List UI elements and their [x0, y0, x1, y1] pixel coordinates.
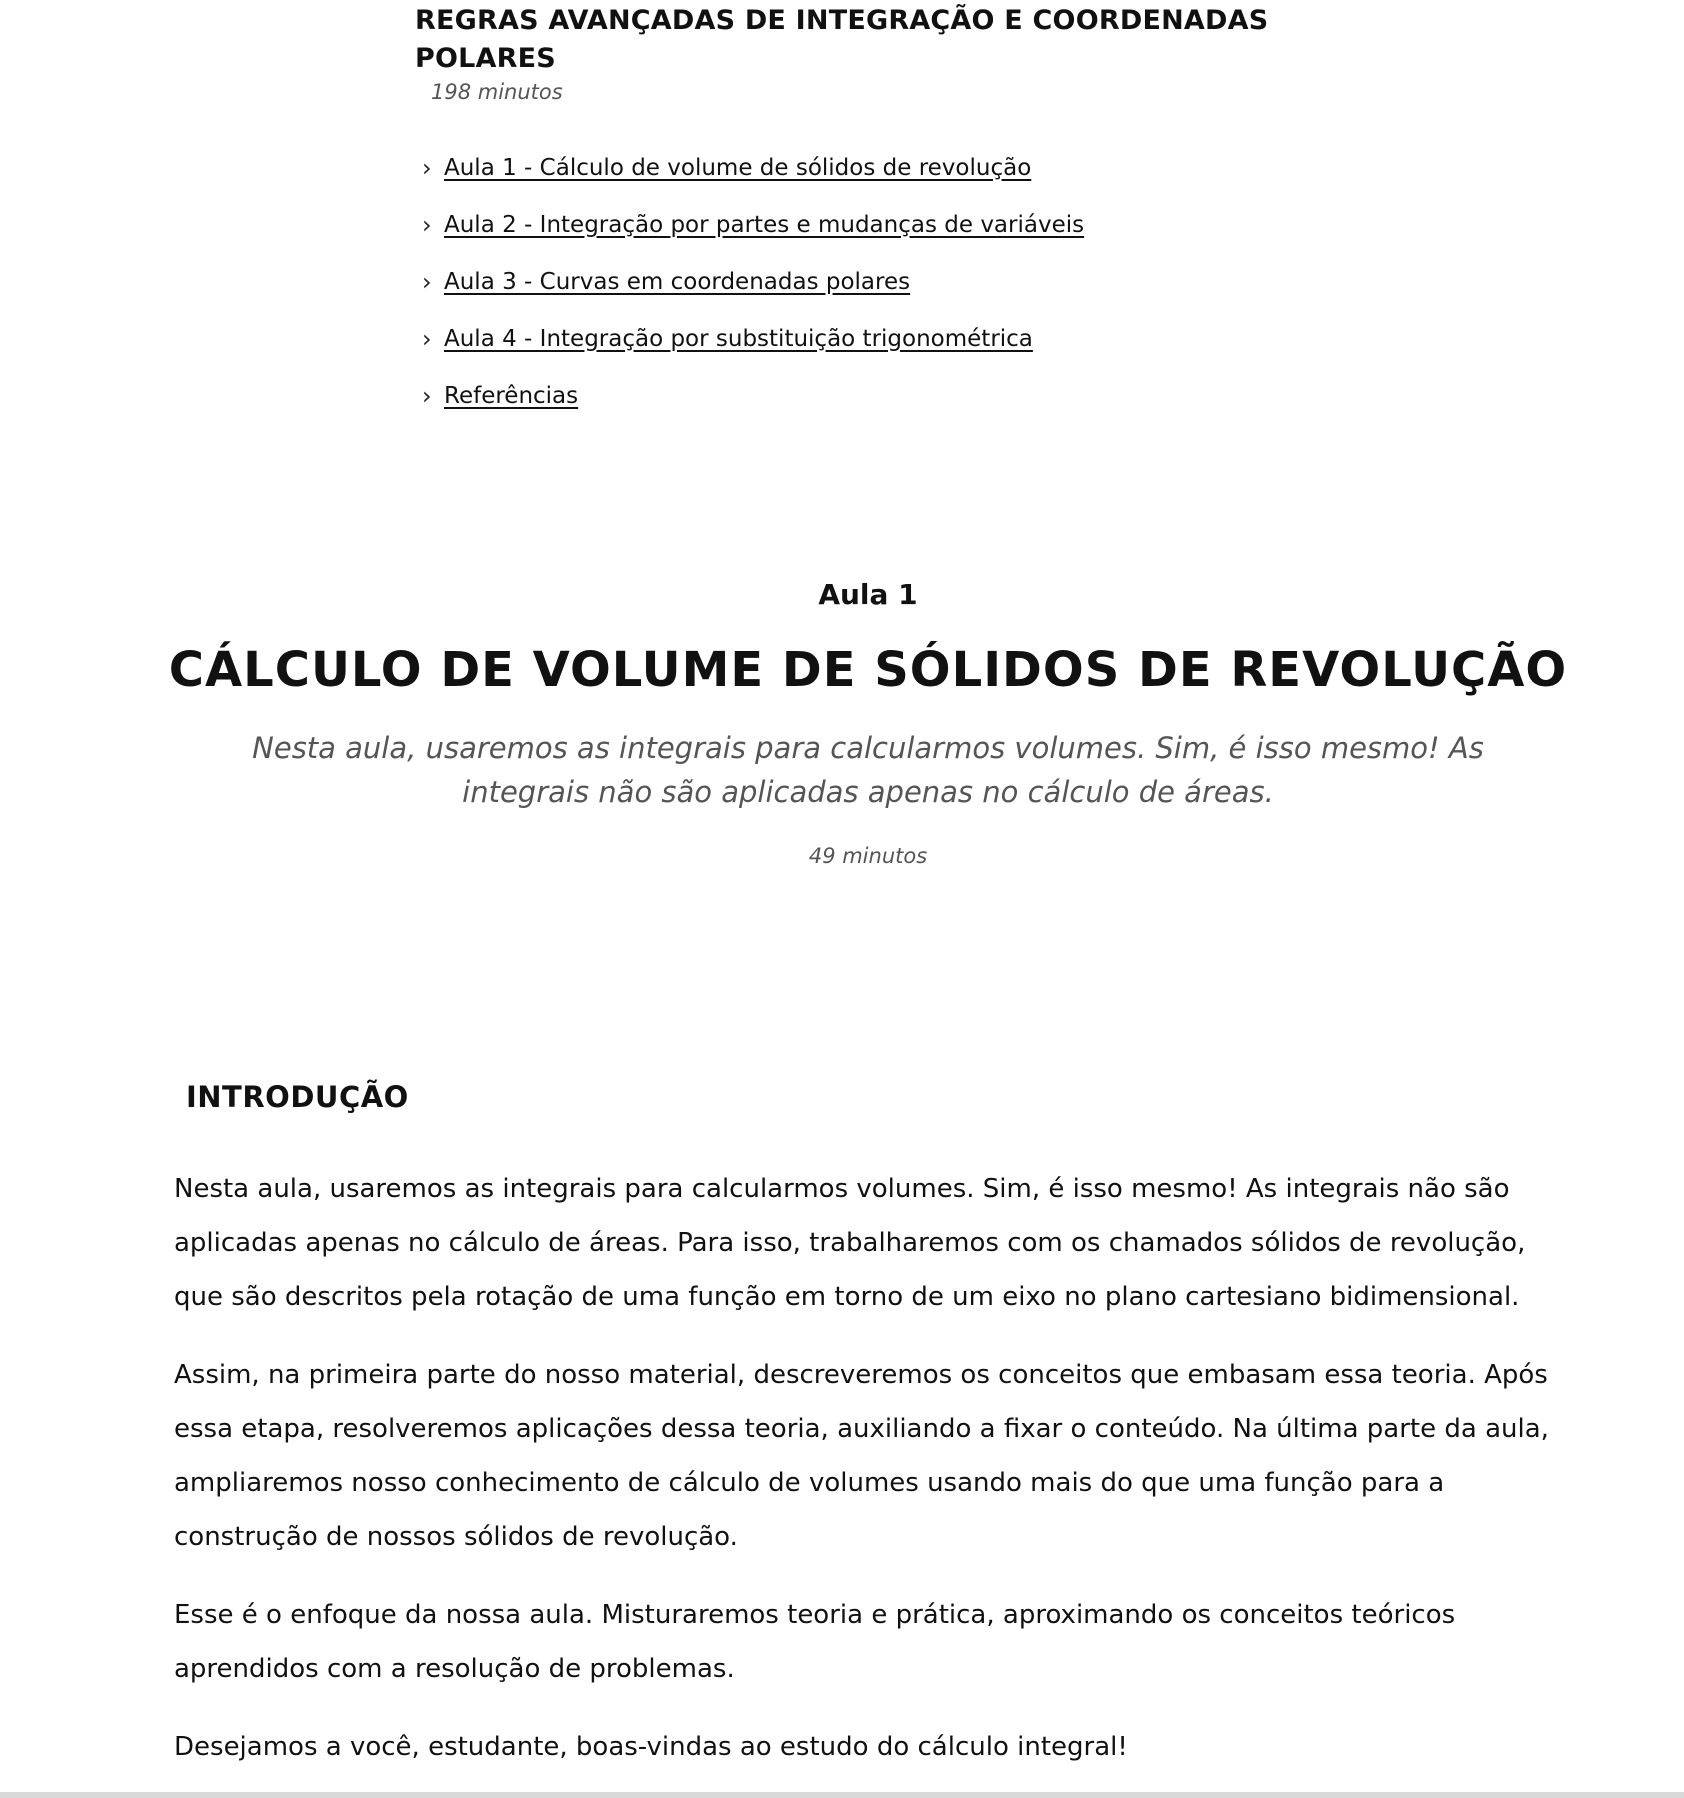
- chevron-right-icon: [422, 325, 444, 353]
- chevron-right-icon: [422, 268, 444, 296]
- toc-item-aula-3[interactable]: [422, 253, 1084, 310]
- lesson-title: CÁLCULO DE VOLUME DE SÓLIDOS DE REVOLUÇÃO: [168, 642, 1568, 698]
- toc-link-aula-3[interactable]: Aula 3 - Curvas em coordenadas polares: [444, 268, 911, 295]
- toc-item-referencias[interactable]: [422, 367, 1084, 424]
- toc-link-aula-2[interactable]: Aula 2 - Integração por partes e mudanças de variáveis: [444, 211, 1085, 238]
- unit-title: REGRAS AVANÇADAS DE INTEGRAÇÃO E COORDENADAS POLARES: [415, 5, 1269, 74]
- lesson-duration: 49 minutos: [808, 844, 928, 868]
- lesson-subtitle: Nesta aula, usaremos as integrais para calcularmos volumes. Sim, é isso mesmo! As integrais não são aplicadas apenas no cálculo de áreas.: [252, 731, 1484, 809]
- lesson-label: Aula 1: [818, 578, 918, 611]
- toc-link-referencias[interactable]: Referências: [444, 382, 579, 409]
- introduction-paragraph: Assim, na primeira parte do nosso material, descreveremos os conceitos que embasam essa teoria. Após essa etapa, resolveremos aplicações dessa teoria, auxiliando a fixar o conteúdo. Na última parte da aula, ampliaremos nosso conhecimento de cálculo de volumes usando mais do que uma função para a construção de nossos sólidos de revolução.: [174, 1360, 1549, 1552]
- introduction-paragraph: Esse é o enfoque da nossa aula. Misturaremos teoria e prática, aproximando os conceitos teóricos aprendidos com a resolução de problemas.: [174, 1600, 1456, 1684]
- unit-duration: 198 minutos: [431, 80, 563, 104]
- lesson-toc: [422, 139, 1084, 424]
- introduction-heading: INTRODUÇÃO: [186, 1080, 409, 1114]
- chevron-right-icon: [422, 211, 444, 239]
- introduction-paragraph: Desejamos a você, estudante, boas-vindas ao estudo do cálculo integral!: [174, 1732, 1128, 1762]
- bottom-divider: [0, 1792, 1684, 1798]
- introduction-paragraph: Nesta aula, usaremos as integrais para calcularmos volumes. Sim, é isso mesmo! As integrais não são aplicadas apenas no cálculo de áreas. Para isso, trabalharemos com os chamados sólidos de revolução, que são descritos pela rotação de uma função em torno de um eixo no plano cartesiano bidimensional.: [174, 1174, 1526, 1312]
- chevron-right-icon: [422, 382, 444, 410]
- toc-item-aula-1[interactable]: [422, 139, 1084, 196]
- chevron-right-icon: [422, 154, 444, 182]
- toc-item-aula-4[interactable]: [422, 310, 1084, 367]
- toc-item-aula-2[interactable]: [422, 196, 1084, 253]
- toc-link-aula-4[interactable]: Aula 4 - Integração por substituição trigonométrica: [444, 325, 1033, 352]
- toc-link-aula-1[interactable]: Aula 1 - Cálculo de volume de sólidos de revolução: [444, 154, 1032, 181]
- introduction-body: [174, 1162, 1568, 1798]
